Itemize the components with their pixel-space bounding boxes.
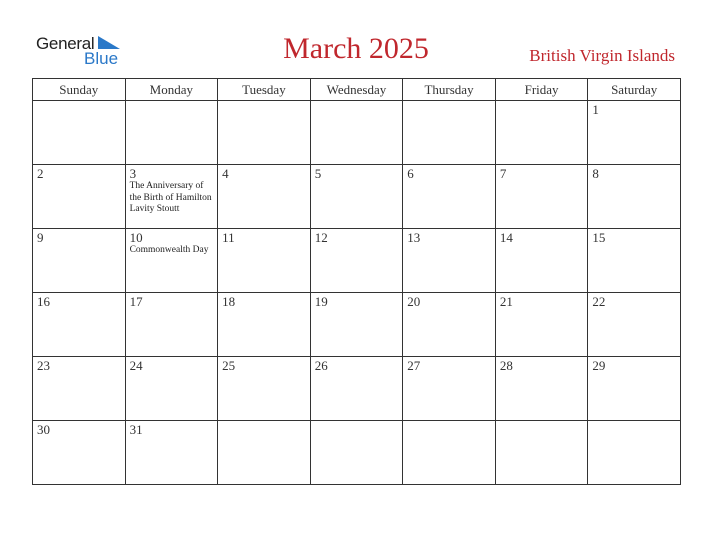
day-cell xyxy=(125,229,218,293)
day-cell xyxy=(125,357,218,421)
weekday-header: Tuesday xyxy=(218,79,311,101)
day-cell xyxy=(403,165,496,229)
day-number: 13 xyxy=(407,230,421,245)
day-number: 2 xyxy=(37,166,44,181)
day-number: 8 xyxy=(592,166,599,181)
day-number: 15 xyxy=(592,230,606,245)
day-number: 25 xyxy=(222,358,236,373)
day-cell xyxy=(310,357,403,421)
week-row xyxy=(33,421,681,485)
day-cell xyxy=(403,357,496,421)
day-cell xyxy=(218,421,311,485)
day-cell xyxy=(33,293,126,357)
day-number: 18 xyxy=(222,294,236,309)
day-cell xyxy=(588,421,681,485)
day-number: 27 xyxy=(407,358,421,373)
day-number: 28 xyxy=(499,358,513,373)
day-number: 10 xyxy=(129,230,143,245)
day-cell xyxy=(588,229,681,293)
day-number: 3 xyxy=(129,166,137,181)
day-number: 7 xyxy=(499,166,507,181)
day-cell xyxy=(588,101,681,165)
day-cell xyxy=(495,421,588,485)
day-cell xyxy=(495,293,588,357)
day-cell xyxy=(218,101,311,165)
day-cell xyxy=(218,357,311,421)
day-cell xyxy=(33,165,126,229)
day-cell xyxy=(403,421,496,485)
day-cell xyxy=(310,101,403,165)
day-cell xyxy=(33,421,126,485)
day-cell xyxy=(125,421,218,485)
day-number: 22 xyxy=(592,294,606,309)
day-number: 19 xyxy=(314,294,328,309)
day-cell xyxy=(218,229,311,293)
week-row xyxy=(33,165,681,229)
day-number: 24 xyxy=(129,358,143,373)
week-row xyxy=(33,101,681,165)
day-cell xyxy=(310,229,403,293)
day-number: 26 xyxy=(314,358,328,373)
day-number: 31 xyxy=(129,422,143,437)
weekday-header: Monday xyxy=(125,79,218,101)
day-number: 30 xyxy=(37,422,50,437)
day-cell xyxy=(495,101,588,165)
day-number: 14 xyxy=(499,230,513,245)
day-number: 9 xyxy=(37,230,44,245)
day-cell xyxy=(588,165,681,229)
day-cell xyxy=(33,357,126,421)
day-number: 17 xyxy=(129,294,143,309)
holiday-label: The Anniversary of the Birth of Hamilton Lavity Stoutt xyxy=(129,181,212,214)
region-label: British Virgin Islands xyxy=(529,46,675,65)
day-number: 16 xyxy=(37,294,50,309)
day-number: 29 xyxy=(592,358,606,373)
logo-text-general: General xyxy=(36,34,95,53)
day-number: 6 xyxy=(407,166,414,181)
day-cell xyxy=(588,293,681,357)
day-number: 1 xyxy=(592,102,599,117)
calendar-body xyxy=(33,101,681,485)
page-title: March 2025 xyxy=(283,32,429,65)
weekday-header: Thursday xyxy=(403,79,496,101)
day-cell xyxy=(310,165,403,229)
day-cell xyxy=(403,293,496,357)
weekday-header: Saturday xyxy=(588,79,681,101)
day-cell xyxy=(33,101,126,165)
logo-text-blue: Blue xyxy=(84,49,119,68)
day-number: 4 xyxy=(222,166,229,181)
week-row xyxy=(33,293,681,357)
weekday-header-row xyxy=(33,79,681,101)
day-cell xyxy=(218,165,311,229)
day-cell xyxy=(403,101,496,165)
day-number: 23 xyxy=(37,358,50,373)
day-number: 21 xyxy=(499,294,513,309)
week-row xyxy=(33,229,681,293)
weekday-header: Friday xyxy=(495,79,588,101)
week-row xyxy=(33,357,681,421)
day-cell xyxy=(310,293,403,357)
day-cell xyxy=(588,357,681,421)
holiday-label: Commonwealth Day xyxy=(129,245,209,255)
day-cell xyxy=(495,357,588,421)
day-number: 5 xyxy=(314,166,322,181)
day-number: 11 xyxy=(222,230,235,245)
day-cell xyxy=(310,421,403,485)
day-number: 20 xyxy=(407,294,421,309)
day-cell xyxy=(218,293,311,357)
day-cell xyxy=(495,165,588,229)
day-cell xyxy=(125,293,218,357)
weekday-header: Wednesday xyxy=(310,79,403,101)
day-cell xyxy=(403,229,496,293)
day-cell xyxy=(125,101,218,165)
day-number: 12 xyxy=(314,230,328,245)
day-cell xyxy=(495,229,588,293)
day-cell xyxy=(125,165,218,229)
weekday-header: Sunday xyxy=(33,79,126,101)
calendar-grid xyxy=(32,78,681,485)
day-cell xyxy=(33,229,126,293)
